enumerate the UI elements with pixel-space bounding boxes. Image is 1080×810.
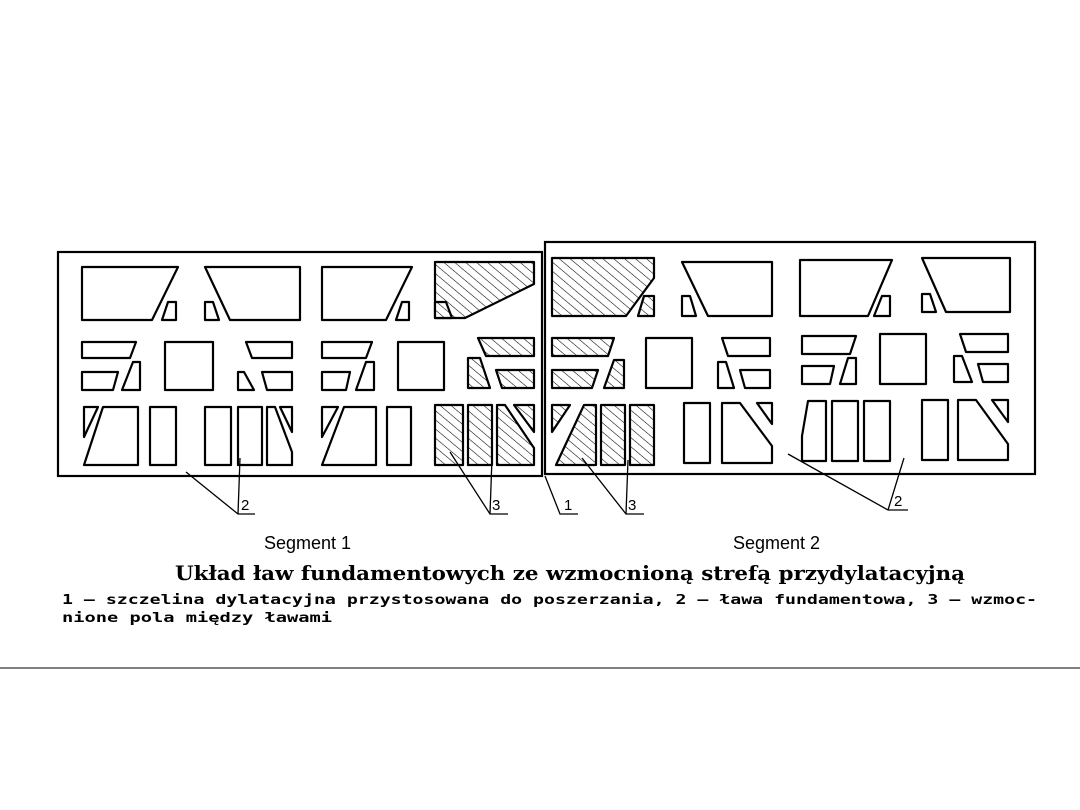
field-mid-small [238, 372, 254, 390]
field-mid [82, 342, 136, 358]
footing-block [82, 267, 213, 465]
field-bottom-bar [205, 407, 231, 465]
field-mid [82, 372, 118, 390]
field-top-small [162, 302, 176, 320]
field-top-small [396, 302, 409, 320]
field-bottom-bar [864, 401, 890, 461]
callout-footing-left [186, 458, 255, 514]
field-center [646, 338, 692, 388]
field-mid-small [718, 362, 734, 388]
field-mid-small [954, 356, 972, 382]
callout-reinforced-right [582, 458, 644, 514]
reinforced-field-bottom [630, 405, 654, 465]
field-bottom-bar [238, 407, 262, 465]
field-top [922, 258, 1010, 312]
field-bottom-small [757, 403, 772, 424]
reinforced-block [435, 262, 534, 465]
field-bottom-bar [684, 403, 710, 463]
field-top-small [205, 302, 219, 320]
reinforced-field-mid-small [604, 360, 624, 388]
reinforced-field-mid [552, 338, 614, 356]
reinforced-field-mid-small [468, 358, 490, 388]
reinforced-field-top-small [638, 296, 654, 316]
field-mid [802, 336, 856, 354]
field-top [205, 267, 300, 320]
leader-line [238, 458, 240, 514]
segment-1-label: Segment 1 [264, 533, 352, 553]
field-center [398, 342, 444, 390]
footing-block [800, 260, 926, 461]
footing-block [205, 267, 300, 465]
field-mid [802, 366, 834, 384]
footing-block [322, 267, 444, 465]
caption-title: Układ ław fundamentowych ze wzmocnioną strefą przydylatacyjną [175, 562, 966, 585]
field-mid-small [840, 358, 856, 384]
field-mid-small [122, 362, 140, 390]
field-bottom-small [992, 400, 1008, 422]
callout-number: 2 [241, 497, 250, 514]
reinforced-field-mid [496, 370, 534, 388]
field-center [165, 342, 213, 390]
field-bottom-bar [922, 400, 948, 460]
callout-joint [545, 476, 578, 514]
reinforced-field-mid [478, 338, 534, 356]
field-mid [322, 372, 350, 390]
field-bottom-bar [150, 407, 176, 465]
reinforced-field-top [552, 258, 654, 316]
reinforced-block [552, 258, 654, 465]
field-center [880, 334, 926, 384]
field-top [682, 262, 772, 316]
legend-line-1: 1 — szczelina dylatacyjna przystosowana do poszerzania, 2 — ława fundamentowa, 3 — wzmoc- [62, 592, 1037, 608]
leader-line [545, 476, 578, 514]
reinforced-field-mid [552, 370, 598, 388]
field-bottom-bar [832, 401, 858, 461]
segment-1 [58, 252, 542, 476]
callout-number: 3 [492, 497, 501, 514]
field-mid [262, 372, 292, 390]
footing-block [922, 258, 1010, 460]
field-mid [722, 338, 770, 356]
field-bottom-diag [802, 401, 826, 461]
field-mid [740, 370, 770, 388]
field-mid [322, 342, 372, 358]
field-mid-small [356, 362, 374, 390]
field-top-small [922, 294, 936, 312]
field-top-small [682, 296, 696, 316]
legend-line-2: nione pola między ławami [62, 610, 332, 626]
segment-2 [545, 242, 1035, 474]
reinforced-field-bottom [435, 405, 463, 465]
segment-2-label: Segment 2 [733, 533, 821, 553]
field-mid [978, 364, 1008, 382]
field-mid [246, 342, 292, 358]
reinforced-field-bottom [468, 405, 492, 465]
field-bottom-bar [387, 407, 411, 465]
callout-number: 2 [894, 493, 903, 510]
footing-block [646, 262, 772, 463]
reinforced-field-bottom [601, 405, 625, 465]
reinforced-field-bottom-small [552, 405, 570, 432]
field-mid [960, 334, 1008, 352]
callout-number: 1 [564, 497, 573, 514]
callout-footing-right [788, 454, 908, 510]
callout-number: 3 [628, 497, 637, 514]
